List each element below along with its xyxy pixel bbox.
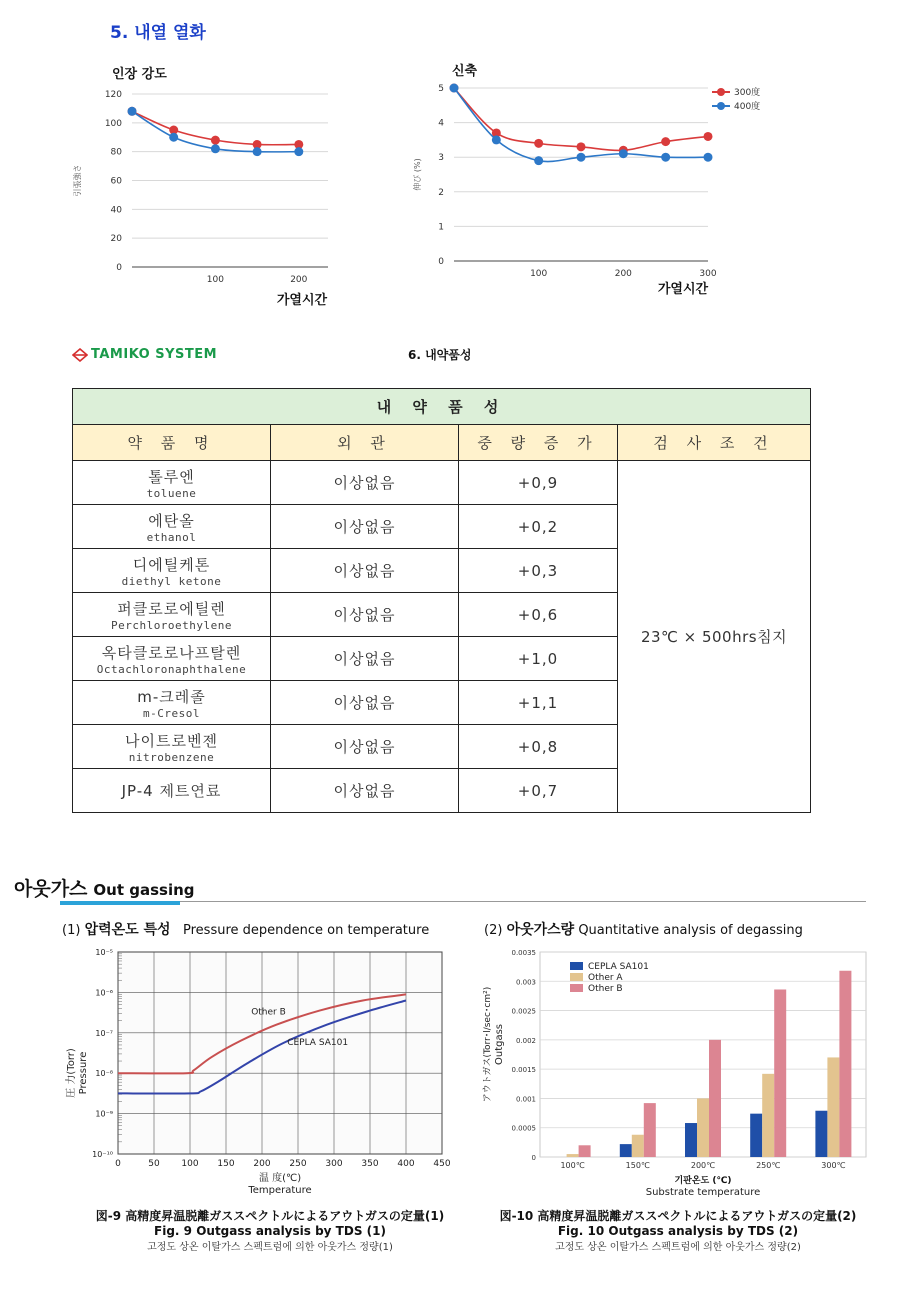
outgassing-title-en: Out gassing (93, 881, 195, 899)
data-point (577, 153, 586, 162)
data-point (211, 144, 220, 153)
data-point (619, 149, 628, 158)
appearance-cell: 이상없음 (271, 725, 459, 769)
y-tick-label: 0 (116, 263, 122, 273)
header-appearance: 외 관 (271, 425, 459, 461)
y-axis-label: 圧 力(Torr) (66, 1048, 77, 1098)
x-tick-label: 300℃ (821, 1161, 846, 1170)
fig10-caption (478, 1207, 878, 1253)
fig10-caption-ko: 고정도 상온 이탈가스 스펙트럼에 의한 아웃가스 정량(2) (555, 1242, 801, 1253)
chemical-name-cell (73, 769, 271, 813)
bar (709, 1040, 721, 1157)
series-label-cepla: CEPLA SA101 (287, 1037, 349, 1048)
x-axis-label: 가열시간 (276, 293, 328, 308)
chemical-name-cell (73, 681, 271, 725)
legend-marker (717, 102, 725, 110)
fig9-subtitle (62, 919, 429, 939)
fig10-subtitle-num: (2) (484, 923, 503, 938)
section-5-title: 5. 내열 열화 (110, 23, 206, 43)
x-axis-label-en: Substrate temperature (645, 1187, 761, 1198)
chemical-name-ko: 옥타클로로나프탈렌 (101, 643, 242, 662)
chemical-name-cell (73, 593, 271, 637)
y-tick-label: 10⁻⁹ (95, 1109, 113, 1119)
table-row (73, 461, 811, 505)
x-tick-label: 200 (290, 275, 308, 285)
y-tick-label: 0 (438, 257, 444, 267)
y-axis-label: 伸び (%) (413, 158, 422, 191)
fig9-subtitle-en: Pressure dependence on temperature (183, 923, 430, 938)
data-point (661, 137, 670, 146)
legend-label: 400度 (734, 102, 761, 112)
chemical-name-cell (73, 505, 271, 549)
outgassing-title-ko: 아웃가스 (14, 878, 88, 900)
x-tick-label: 300 (699, 269, 717, 279)
x-tick-label: 300 (325, 1159, 343, 1169)
appearance-cell: 이상없음 (271, 681, 459, 725)
brand-logo (72, 347, 217, 362)
x-tick-label: 400 (397, 1159, 415, 1169)
legend-swatch (570, 984, 583, 992)
chemical-name-cell (73, 637, 271, 681)
chemical-name-ko: 디에틸케톤 (132, 555, 211, 574)
x-tick-label: 150 (217, 1159, 235, 1169)
x-tick-label: 100 (530, 269, 548, 279)
x-axis-label: 기판온도 (℃) (674, 1176, 732, 1186)
data-point (577, 142, 586, 151)
weight-increase-cell: +0,8 (459, 725, 618, 769)
fig9-caption (60, 1207, 480, 1253)
data-point (661, 153, 670, 162)
chemical-name-ko: 에탄올 (148, 511, 195, 530)
bar (632, 1135, 644, 1157)
bar (774, 989, 786, 1157)
y-tick-label: 40 (110, 205, 122, 216)
x-tick-label: 150℃ (625, 1161, 650, 1170)
y-tick-label: 5 (438, 84, 444, 94)
legend-label: 300度 (734, 88, 761, 98)
data-point (704, 153, 713, 162)
chemical-name-ko: 톨루엔 (148, 467, 195, 486)
fig10-caption-ja: 図-10 高精度昇温脱離ガススペクトルによるアウトガスの定量(2) (499, 1209, 857, 1223)
data-point (128, 107, 137, 116)
bar (827, 1057, 839, 1157)
x-tick-label: 250℃ (756, 1161, 781, 1170)
bar (644, 1103, 656, 1157)
legend-label: CEPLA SA101 (588, 962, 649, 972)
bar (685, 1123, 697, 1157)
bar (567, 1154, 579, 1157)
y-tick-label: 0.002 (515, 1036, 536, 1045)
y-tick-label: 0.0035 (511, 949, 536, 957)
y-tick-label: 4 (438, 118, 444, 129)
elongation-chart-title: 신축 (452, 64, 478, 79)
appearance-cell: 이상없음 (271, 769, 459, 813)
chemical-name-ko: JP-4 제트연료 (121, 782, 222, 800)
y-tick-label: 20 (110, 234, 122, 245)
chemical-name-cell (73, 461, 271, 505)
y-axis-label: アウトガス(Torr･l/sec･cm²) (483, 986, 493, 1103)
table-header-row (73, 425, 811, 461)
chemical-name-cell (73, 549, 271, 593)
data-point (169, 133, 178, 142)
outgassing-title (14, 874, 195, 901)
chemical-name-en: Perchloroethylene (110, 618, 233, 632)
chemical-name-ko: 나이트로벤젠 (125, 731, 218, 750)
x-tick-label: 100℃ (560, 1161, 585, 1170)
table-title: 내 약 품 성 (73, 389, 811, 425)
x-tick-label: 200 (253, 1159, 271, 1169)
appearance-cell: 이상없음 (271, 593, 459, 637)
bar (750, 1114, 762, 1157)
section-6-title: 6. 내약품성 (408, 348, 472, 362)
header-chemical-name: 약 품 명 (73, 425, 271, 461)
legend-marker (717, 88, 725, 96)
header-weight-increase: 중 량 증 가 (459, 425, 618, 461)
x-tick-label: 100 (206, 275, 224, 285)
y-tick-label: 60 (110, 176, 122, 187)
brand-name: TAMIKO SYSTEM (91, 347, 218, 362)
series-label-other-b: Other B (251, 1007, 286, 1018)
y-tick-label: 10⁻⁷ (95, 1028, 113, 1038)
data-point (294, 147, 303, 156)
y-tick-label: 10⁻¹⁰ (92, 1150, 113, 1159)
bar (620, 1144, 632, 1157)
pressure-temperature-chart (60, 942, 460, 1204)
appearance-cell: 이상없음 (271, 637, 459, 681)
chemical-name-en: nitrobenzene (128, 750, 215, 764)
y-tick-label: 0.0005 (511, 1124, 536, 1133)
fig10-subtitle-en: Quantitative analysis of degassing (578, 923, 803, 938)
chemical-name-cell (73, 725, 271, 769)
test-condition-cell: 23℃ × 500hrs침지 (618, 461, 811, 813)
x-tick-label: 100 (181, 1159, 199, 1169)
plot-area (118, 952, 442, 1154)
y-tick-label: 0.001 (515, 1095, 536, 1104)
elongation-chart (410, 75, 790, 310)
chemical-name-ko: 퍼클로로에틸렌 (117, 599, 226, 618)
chemical-name-en: toluene (146, 486, 197, 500)
fig9-caption-ja: 図-9 高精度昇温脱離ガススペクトルによるアウトガスの定量(1) (95, 1209, 445, 1223)
chemical-name-en: m-Cresol (143, 706, 200, 720)
chemical-name-en: diethyl ketone (121, 574, 222, 588)
y-tick-label: 10⁻⁸ (95, 1069, 113, 1079)
x-tick-label: 0 (115, 1159, 121, 1169)
appearance-cell: 이상없음 (271, 505, 459, 549)
bar (697, 1098, 709, 1157)
appearance-cell: 이상없음 (271, 461, 459, 505)
legend-label: Other A (588, 973, 623, 983)
y-tick-label: 0.003 (515, 978, 536, 987)
chemical-name-en: ethanol (146, 530, 197, 544)
y-tick-label: 0 (531, 1154, 536, 1162)
legend-label: Other B (588, 984, 623, 994)
weight-increase-cell: +0,6 (459, 593, 618, 637)
y-axis-label-en: Outgass (494, 1023, 505, 1066)
data-point (450, 84, 459, 93)
y-tick-label: 1 (438, 222, 444, 233)
x-axis-label: 温 度(℃) (258, 1173, 302, 1184)
x-tick-label: 450 (433, 1159, 451, 1169)
y-axis-label-en: Pressure (78, 1051, 89, 1095)
header-test-condition: 검 사 조 건 (618, 425, 811, 461)
bar (815, 1111, 827, 1157)
data-point (211, 136, 220, 145)
y-tick-label: 0.0015 (511, 1066, 536, 1075)
y-tick-label: 0.0025 (511, 1007, 536, 1016)
y-axis-label: 引張強さ (73, 164, 82, 197)
fig9-subtitle-ko: 압력온도 특성 (84, 922, 171, 938)
outgas-quantity-chart (478, 942, 878, 1204)
data-point (704, 132, 713, 141)
chemical-resistance-table (72, 388, 811, 813)
weight-increase-cell: +0,2 (459, 505, 618, 549)
bar (839, 971, 851, 1157)
x-tick-label: 250 (289, 1159, 307, 1169)
chemical-name-ko: m-크레졸 (137, 687, 206, 706)
chemical-name-en: Octachloronaphthalene (96, 662, 247, 676)
legend-swatch (570, 962, 583, 970)
tensile-chart-title: 인장 강도 (112, 67, 167, 82)
y-tick-label: 3 (438, 153, 444, 164)
fig9-subtitle-num: (1) (62, 923, 81, 938)
weight-increase-cell: +0,7 (459, 769, 618, 813)
x-tick-label: 350 (361, 1159, 379, 1169)
y-tick-label: 80 (110, 147, 122, 158)
weight-increase-cell: +0,3 (459, 549, 618, 593)
fig10-subtitle-ko: 아웃가스량 (506, 922, 575, 938)
data-point (253, 147, 262, 156)
y-tick-label: 100 (104, 118, 122, 129)
title-accent-bar (60, 901, 180, 905)
title-divider (60, 901, 866, 902)
bar (579, 1145, 591, 1157)
appearance-cell: 이상없음 (271, 549, 459, 593)
x-axis-label-en: Temperature (248, 1185, 312, 1196)
fig9-caption-en: Fig. 9 Outgass analysis by TDS (1) (154, 1224, 386, 1238)
data-point (534, 139, 543, 148)
fig10-caption-en: Fig. 10 Outgass analysis by TDS (2) (557, 1224, 799, 1238)
weight-increase-cell: +0,9 (459, 461, 618, 505)
y-tick-label: 120 (104, 90, 122, 100)
data-point (492, 135, 501, 144)
y-tick-label: 10⁻⁶ (95, 988, 113, 998)
x-axis-label: 가열시간 (657, 282, 709, 297)
table-title-row (73, 389, 811, 425)
brand-logo-icon (72, 348, 88, 362)
x-tick-label: 50 (148, 1159, 160, 1169)
weight-increase-cell: +1,0 (459, 637, 618, 681)
fig9-caption-ko: 고정도 상온 이탈가스 스펙트럼에 의한 아웃가스 정량(1) (147, 1242, 393, 1253)
fig10-subtitle (484, 919, 803, 939)
legend-swatch (570, 973, 583, 981)
tensile-strength-chart (70, 80, 340, 310)
y-tick-label: 10⁻⁵ (95, 948, 113, 957)
y-tick-label: 2 (438, 187, 444, 198)
data-point (534, 156, 543, 165)
bar (762, 1074, 774, 1157)
x-tick-label: 200 (614, 269, 632, 279)
weight-increase-cell: +1,1 (459, 681, 618, 725)
x-tick-label: 200℃ (690, 1161, 716, 1170)
